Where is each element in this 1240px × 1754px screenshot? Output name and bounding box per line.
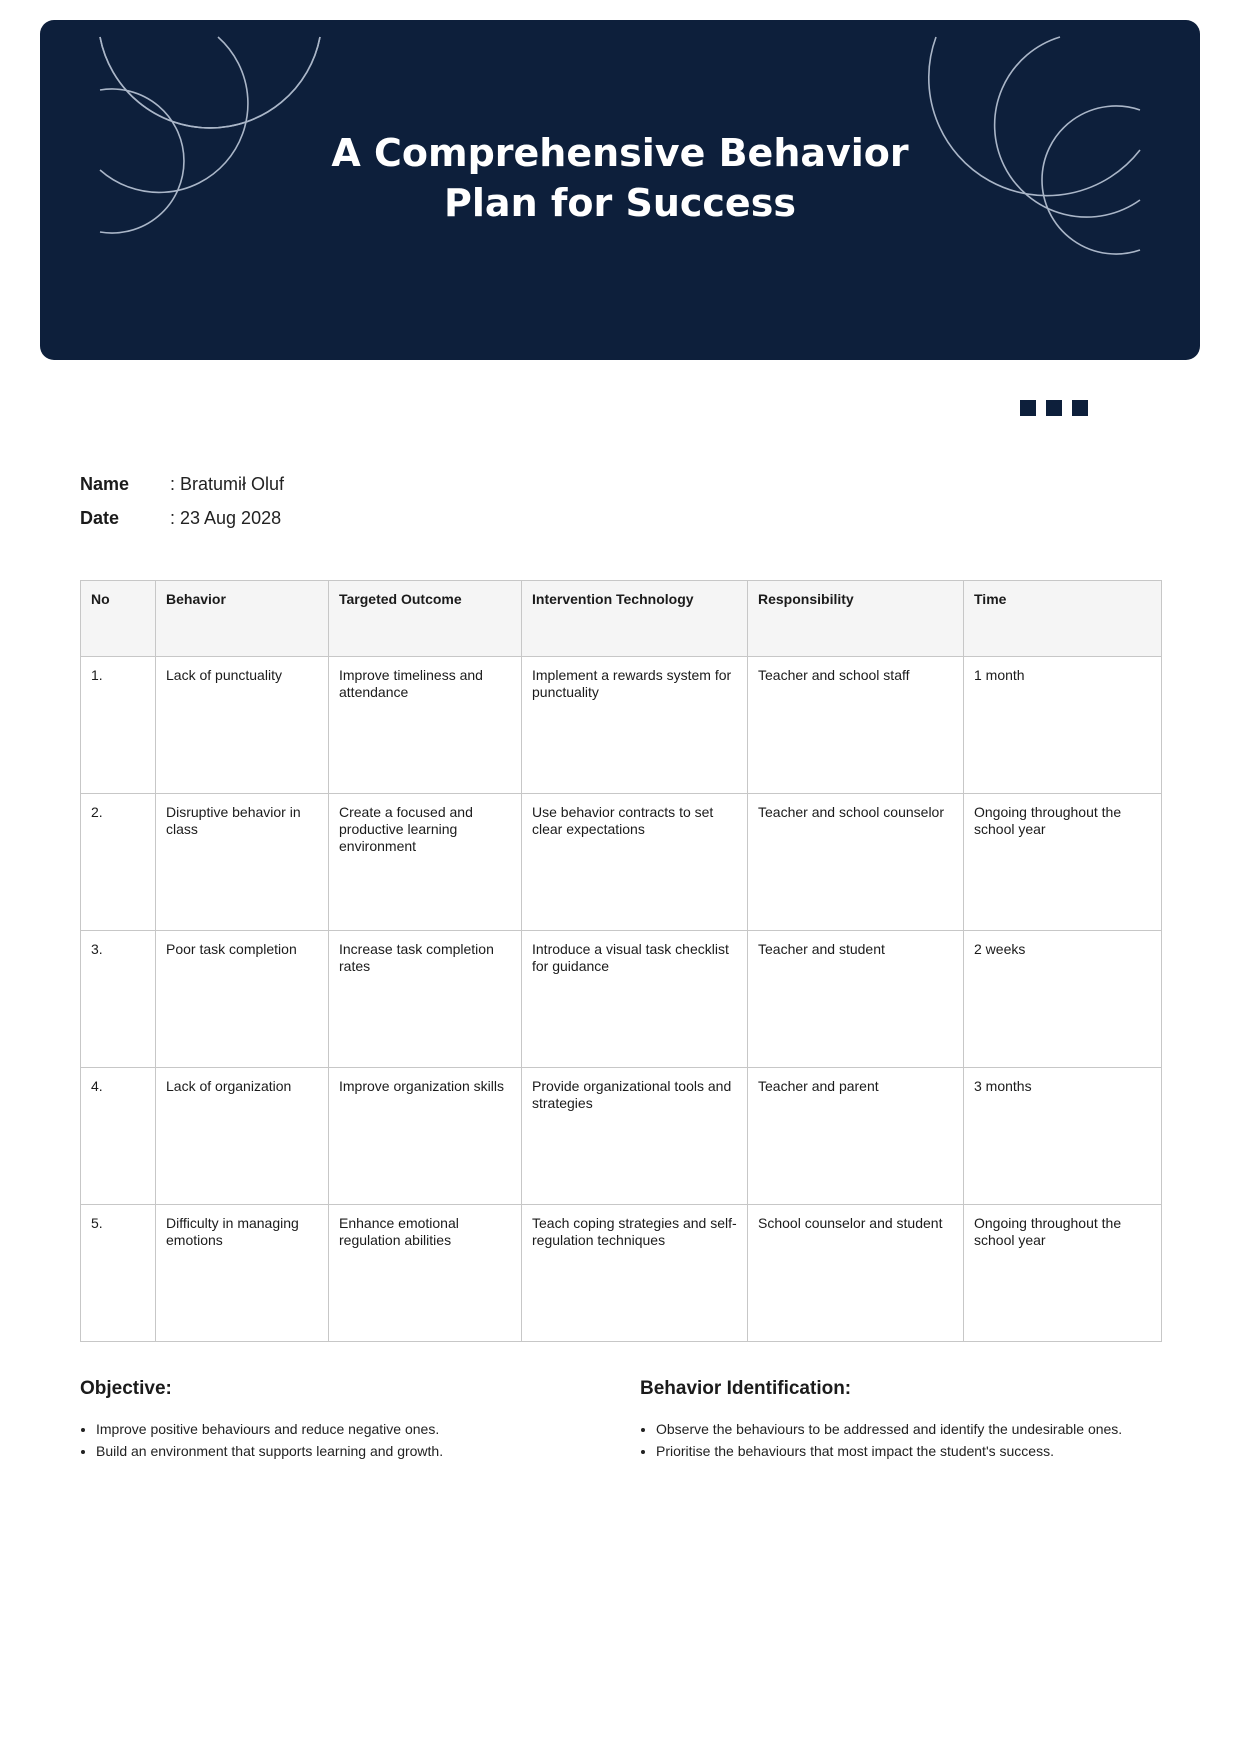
cell-intervention: Provide organizational tools and strategies: [522, 1068, 748, 1205]
cell-time: 3 months: [964, 1068, 1162, 1205]
cell-no: 2.: [81, 794, 156, 931]
cell-targeted-outcome: Improve organization skills: [329, 1068, 522, 1205]
cell-intervention: Use behavior contracts to set clear expectations: [522, 794, 748, 931]
cell-responsibility: School counselor and student: [748, 1205, 964, 1342]
cell-targeted-outcome: Improve timeliness and attendance: [329, 657, 522, 794]
table-row: [81, 1205, 1162, 1342]
cell-time: 1 month: [964, 657, 1162, 794]
cell-targeted-outcome: Create a focused and productive learning environment: [329, 794, 522, 931]
header-targeted-outcome: Targeted Outcome: [329, 581, 522, 657]
cell-no: 5.: [81, 1205, 156, 1342]
behavior-identification-heading: Behavior Identification:: [640, 1378, 852, 1399]
header-intervention-technology: Intervention Technology: [522, 581, 748, 657]
list-item: • Build an environment that supports learning and growth.: [96, 1440, 580, 1462]
table-header-row: [81, 581, 1162, 657]
cell-behavior: Poor task completion: [156, 931, 329, 1068]
cell-targeted-outcome: Increase task completion rates: [329, 931, 522, 1068]
cell-behavior: Disruptive behavior in class: [156, 794, 329, 931]
name-label: Name: [80, 473, 130, 494]
behavior-plan-table: [80, 580, 1162, 1342]
header-no: No: [81, 581, 156, 657]
cell-no: 1.: [81, 657, 156, 794]
cell-time: Ongoing throughout the school year: [964, 1205, 1162, 1342]
list-item: • Improve positive behaviours and reduce negative ones.: [96, 1418, 580, 1440]
cell-intervention: Introduce a visual task checklist for guidance: [522, 931, 748, 1068]
behavior-identification-list: [640, 1418, 1160, 1462]
cell-behavior: Difficulty in managing emotions: [156, 1205, 329, 1342]
arc-left-1b: [100, 37, 320, 128]
square-icon: [1046, 400, 1062, 416]
page-title: A Comprehensive Behavior Plan for Success: [331, 131, 909, 225]
table-row: [81, 1068, 1162, 1205]
objective-section: [80, 1378, 580, 1462]
square-icon: [1072, 400, 1088, 416]
cell-responsibility: Teacher and student: [748, 931, 964, 1068]
name-value: : Bratumił Oluf: [170, 473, 285, 494]
list-item: • Observe the behaviours to be addressed and identify the undesirable ones.: [656, 1418, 1160, 1440]
student-info: [80, 467, 284, 535]
table-row: [81, 931, 1162, 1068]
date-row: [80, 501, 284, 535]
name-row: [80, 467, 284, 501]
date-label: Date: [80, 507, 120, 528]
cell-intervention: Teach coping strategies and self-regulation techniques: [522, 1205, 748, 1342]
cell-no: 3.: [81, 931, 156, 1068]
header-behavior: Behavior: [156, 581, 329, 657]
header-banner: [40, 20, 1200, 360]
cell-behavior: Lack of punctuality: [156, 657, 329, 794]
list-item: • Prioritise the behaviours that most impact the student's success.: [656, 1440, 1160, 1462]
decorative-squares: [1020, 400, 1088, 416]
cell-targeted-outcome: Enhance emotional regulation abilities: [329, 1205, 522, 1342]
date-value: : 23 Aug 2028: [170, 507, 282, 528]
cell-time: 2 weeks: [964, 931, 1162, 1068]
cell-responsibility: Teacher and parent: [748, 1068, 964, 1205]
cell-no: 4.: [81, 1068, 156, 1205]
cell-intervention: Implement a rewards system for punctuality: [522, 657, 748, 794]
header-time: Time: [964, 581, 1162, 657]
objective-heading: Objective:: [80, 1378, 172, 1399]
cell-behavior: Lack of organization: [156, 1068, 329, 1205]
objective-list: [80, 1418, 580, 1462]
table-row: [81, 657, 1162, 794]
cell-responsibility: Teacher and school staff: [748, 657, 964, 794]
arc-left-1: [100, 37, 320, 128]
square-icon: [1020, 400, 1036, 416]
header-responsibility: Responsibility: [748, 581, 964, 657]
cell-time: Ongoing throughout the school year: [964, 794, 1162, 931]
cell-responsibility: Teacher and school counselor: [748, 794, 964, 931]
behavior-identification-section: [640, 1378, 1160, 1462]
table-row: [81, 794, 1162, 931]
